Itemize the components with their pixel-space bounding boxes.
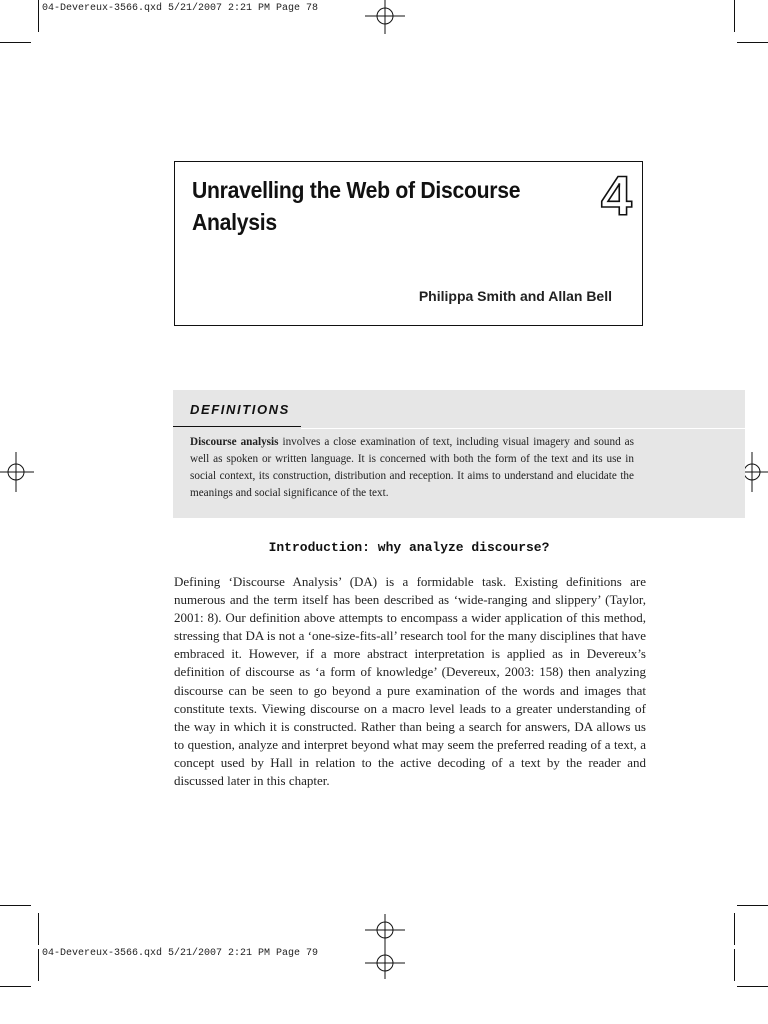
- chapter-header: [174, 161, 643, 326]
- crop-mark: [38, 0, 39, 32]
- body-paragraph: Defining ‘Discourse Analysis’ (DA) is a formidable task. Existing definitions are numerous and the term itself has been described as ‘wide-ranging and slippery’ (Taylor, 2001: 8). Our definition above attempts to encompass a wider application of this method, stressing that DA is not a ‘one-size-fits-all’ research tool for the many disciplines that have embraced it. However, if a more abstract interpretation is applied as in Devereux’s definition of discourse as ‘a form of knowledge’ (Devereux, 2003: 158) then analyzing discourse can be seen to go beyond a pure examination of the words and images that constitute texts. Viewing discourse on a macro level leads to a greater understanding of the way in which it is constructed. Rather than being a search for answers, DA allows us to question, analyze and interpret beyond what may seem the preferred reading of a text, a concept used by Hall in relation to the active decoding of a text by the reader and discussed later in this chapter.: [174, 574, 646, 789]
- registration-mark-icon: [365, 0, 405, 40]
- crop-mark: [737, 986, 768, 987]
- crop-mark: [0, 986, 31, 987]
- definitions-text: [190, 434, 634, 502]
- registration-mark-icon: [365, 943, 405, 983]
- definition-body: involves a close examination of text, including visual imagery and sound as well as spoken or written language. It is concerned with both the form of the text and its use in social context, its construction, distribution and reception. It aims to understand and elucidate the meanings and social significance of the text.: [190, 436, 634, 499]
- crop-mark: [0, 42, 31, 43]
- print-slug-bottom: 04-Devereux-3566.qxd 5/21/2007 2:21 PM Page 79: [42, 948, 319, 959]
- crop-mark: [38, 913, 39, 945]
- section-heading: Introduction: why analyze discourse?: [268, 540, 550, 555]
- definitions-divider: [301, 428, 745, 429]
- chapter-number: 4: [600, 164, 632, 227]
- chapter-authors: Philippa Smith and Allan Bell: [418, 288, 612, 304]
- crop-mark: [0, 905, 31, 906]
- crop-mark: [38, 949, 39, 981]
- definitions-box: [173, 390, 745, 518]
- definitions-heading: DEFINITIONS: [190, 402, 290, 417]
- crop-mark: [734, 949, 735, 981]
- crop-mark: [737, 905, 768, 906]
- crop-mark: [734, 913, 735, 945]
- definition-term: Discourse analysis: [190, 436, 279, 448]
- crop-mark: [737, 42, 768, 43]
- definitions-underline: [173, 426, 301, 427]
- chapter-title: Unravelling the Web of Discourse Analysis: [192, 177, 521, 235]
- print-slug-top: 04-Devereux-3566.qxd 5/21/2007 2:21 PM Page 78: [42, 3, 319, 14]
- registration-mark-icon: [0, 452, 40, 492]
- crop-mark: [734, 0, 735, 32]
